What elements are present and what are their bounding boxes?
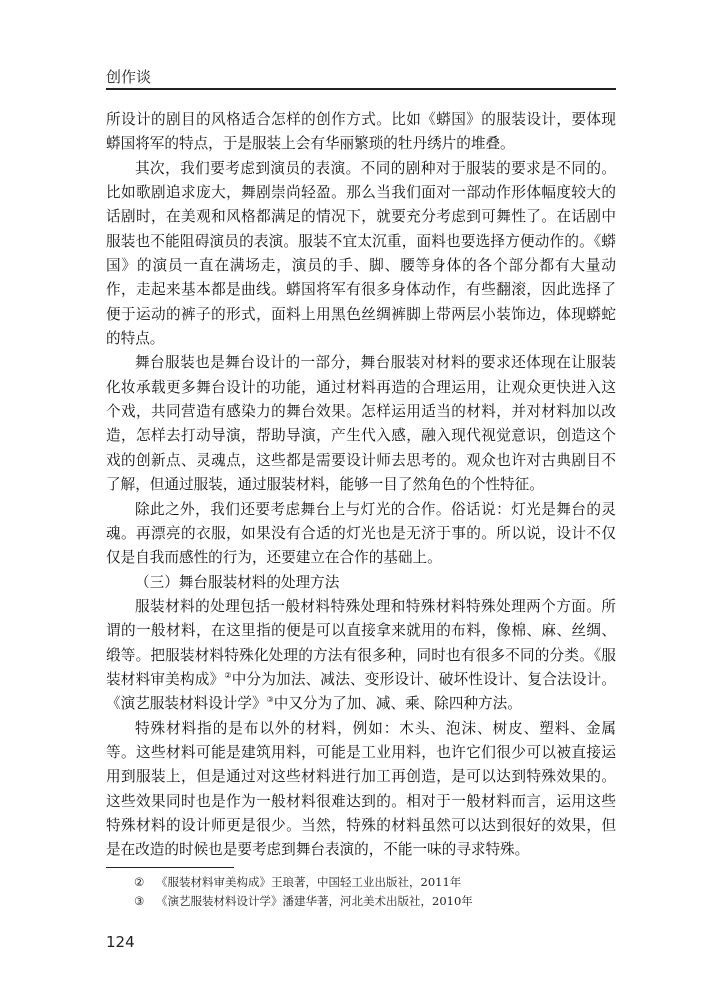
footnote-2-text: 《服装材料审美构成》王琅著，中国轻工业出版社，2011年 xyxy=(156,875,462,889)
page-number: 124 xyxy=(106,933,135,951)
footnotes xyxy=(134,873,604,911)
footnote-3 xyxy=(134,892,604,911)
paragraph-general-materials xyxy=(106,595,616,717)
paragraph-continued: 所设计的剧目的风格适合怎样的创作方式。比如《蟒国》的服装设计，要体现蟒国将军的特点，于是服装上会有华丽繁琐的牡丹绣片的堆叠。 xyxy=(106,111,616,153)
paragraph-actors: 其次，我们要考虑到演员的表演。不同的剧种对于服装的要求是不同的。比如歌剧追求庞大，舞剧崇尚轻盈。那么当我们面对一部动作形体幅度较大的话剧时，在美观和风格都满足的情况下，就要充分考虑到可舞性了。在话剧中服装也不能阻碍演员的表演。服装不宜太沉重，面料也要选择方便动作的。《蟒国》的演员一直在满场走，演员的手、脚、腰等身体的各个部分都有大量动作，走起来基本都是曲线。蟒国将军有很多身体动作，有些翻滚，因此选择了便于运动的裤子的形式，面料上用黑色丝绸裤脚上带两层小装饰边，体现蟒蛇的特点。 xyxy=(106,159,616,348)
footnote-2-mark: ② xyxy=(134,875,145,889)
footnote-ref-3: ③ xyxy=(266,695,274,705)
header-rule xyxy=(106,88,616,90)
section-heading: （三）舞台服装材料的处理方法 xyxy=(135,573,340,591)
general-materials-part3: 中又分为了加、减、乘、除四种方法。 xyxy=(273,695,522,713)
general-materials-part1: 服装材料的处理包括一般材料特殊处理和特殊材料特殊处理两个方面。所谓的一般材料，在这里指的便是可以直接拿来就用的布料，像棉、麻、丝绸、缎等。把服装材料特殊化处理的方法有很多种，同时也有很多不同的分类。《服装材料审美构成》 xyxy=(106,597,616,688)
footnote-2 xyxy=(134,873,604,892)
footnote-rule xyxy=(106,867,234,868)
footnote-3-text: 《演艺服装材料设计学》潘建华著，河北美术出版社，2010年 xyxy=(156,894,473,908)
general-materials-part2: 中分为加法、减法、变形设计、破坏性设计、复合法设计。《演艺服装材料设计学》 xyxy=(106,670,616,713)
paragraph-special-materials: 特殊材料指的是布以外的材料，例如：木头、泡沫、树皮、塑料、金属等。这些材料可能是建筑用料，可能是工业用料，也许它们很少可以被直接运用到服装上，但是通过对这些材料进行加工再创造，是可以达到特殊效果的。这些效果同时也是作为一般材料很难达到的。相对于一般材料而言，运用这些特殊材料的设计师更是很少。当然，特殊的材料虽然可以达到很好的效果，但是在改造的时候也是要考虑到舞台表演的，不能一味的寻求特殊。 xyxy=(106,719,616,859)
paragraph-lighting: 除此之外，我们还要考虑舞台上与灯光的合作。俗话说：灯光是舞台的灵魂。再漂亮的衣服，如果没有合适的灯光也是无济于事的。所以说，设计不仅仅是自我而感性的行为，还要建立在合作的基础上。 xyxy=(106,500,616,567)
footnote-ref-2: ② xyxy=(224,671,232,681)
running-header: 创作谈 xyxy=(106,68,152,86)
body-text xyxy=(106,108,616,863)
paragraph-stage-design: 舞台服装也是舞台设计的一部分，舞台服装对材料的要求还体现在让服装化妆承载更多舞台设计的功能，通过材料再造的合理运用，让观众更快进入这个戏，共同营造有感染力的舞台效果。怎样运用适当的材料，并对材料加以改造，怎样去打动导演，帮助导演，产生代入感，融入现代视觉意识，创造这个戏的创新点、灵魂点，这些都是需要设计师去思考的。观众也许对古典剧目不了解，但通过服装，通过服装材料，能够一目了然角色的个性特征。 xyxy=(106,354,616,494)
footnote-3-mark: ③ xyxy=(134,894,145,908)
